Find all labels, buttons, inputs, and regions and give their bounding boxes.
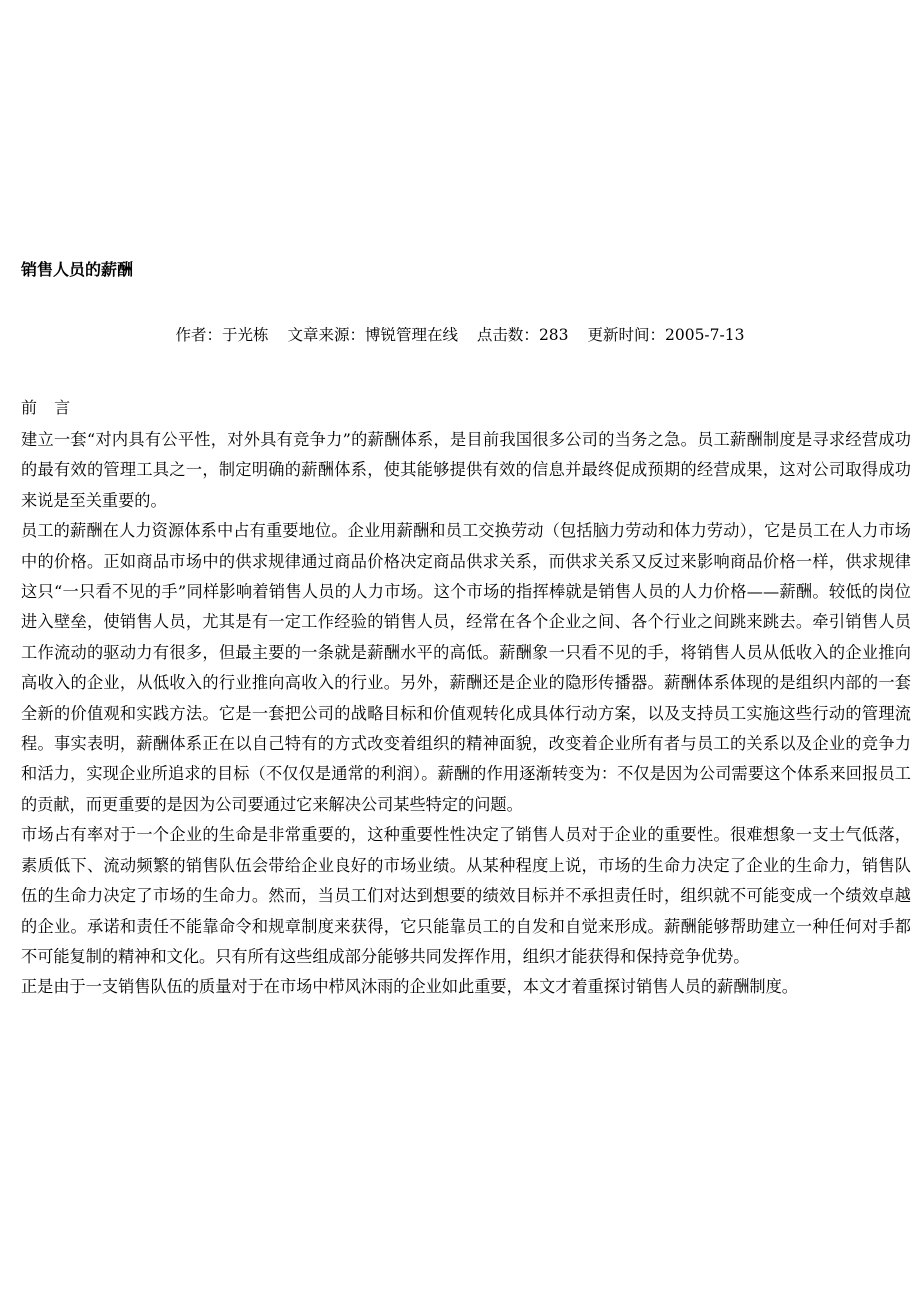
paragraph: 员工的薪酬在人力资源体系中占有重要地位。企业用薪酬和员工交换劳动（包括脑力劳动和体力劳动），它是员工在人力市场中的价格。正如商品市场中的供求规律通过商品价格决定商品供求关系，而供求关系又反过来影响商品价格一样，供求规律这只“一只看不见的手”同样影响着销售人员的人力市场。这个市场的指挥棒就是销售人员的人力价格——薪酬。较低的岗位进入壁垒，使销售人员，尤其是有一定工作经验的销售人员，经常在各个企业之间、各个行业之间跳来跳去。牵引销售人员工作流动的驱动力有很多，但最主要的一条就是薪酬水平的高低。薪酬象一只看不见的手，将销售人员从低收入的企业推向高收入的企业，从低收入的行业推向高收入的行业。另外，薪酬还是企业的隐形传播器。薪酬体系体现的是组织内部的一套全新的价值观和实践方法。它是一套把公司的战略目标和价值观转化成具体行动方案，以及支持员工实施这些行动的管理流程。事实表明，薪酬体系正在以自己特有的方式改变着组织的精神面貌，改变着企业所有者与员工的关系以及企业的竞争力和活力，实现企业所追求的目标（不仅仅是通常的利润）。薪酬的作用逐渐转变为：不仅是因为公司需要这个体系来回报员工的贡献，而更重要的是因为公司要通过它来解决公司某些特定的问题。 [21,521,911,814]
author-value: 于光栋 [222,326,269,344]
paragraph: 正是由于一支销售队伍的质量对于在市场中栉风沐雨的企业如此重要，本文才着重探讨销售人员的薪酬制度。 [21,977,798,997]
updated-label: 更新时间： [587,326,665,344]
section-heading: 前 言 [21,398,77,417]
article-meta [0,324,920,346]
clicks-label: 点击数： [476,326,539,344]
source-value: 博锐管理在线 [364,326,458,344]
updated-value: 2005-7-13 [664,326,745,344]
author-label: 作者： [175,326,222,344]
clicks-meta [477,326,569,344]
paragraph: 市场占有率对于一个企业的生命是非常重要的，这种重要性性决定了销售人员对于企业的重要性。很难想象一支士气低落，素质低下、流动频繁的销售队伍会带给企业良好的市场业绩。从某种程度上说，市场的生命力决定了企业的生命力，销售队伍的生命力决定了市场的生命力。然而，当员工们对达到想要的绩效目标并不承担责任时，组织就不可能变成一个绩效卓越的企业。承诺和责任不能靠命令和规章制度来获得，它只能靠员工的自发和自觉来形成。薪酬能够帮助建立一种任何对手都不可能复制的精神和文化。只有所有这些组成部分能够共同发挥作用，组织才能获得和保持竞争优势。 [21,825,911,966]
source-meta [287,326,458,344]
clicks-value: 283 [538,326,569,344]
paragraph: 建立一套“对内具有公平性，对外具有竞争力”的薪酬体系，是目前我国很多公司的当务之急。员工薪酬制度是寻求经营成功的最有效的管理工具之一，制定明确的薪酬体系，使其能够提供有效的信息并最终促成预期的经营成果，这对公司取得成功来说是至关重要的。 [21,430,911,510]
updated-meta [587,326,744,344]
document-title: 销售人员的薪酬 [21,260,134,279]
article-body [21,425,911,1003]
author-meta [175,326,268,344]
source-label: 文章来源： [287,326,365,344]
